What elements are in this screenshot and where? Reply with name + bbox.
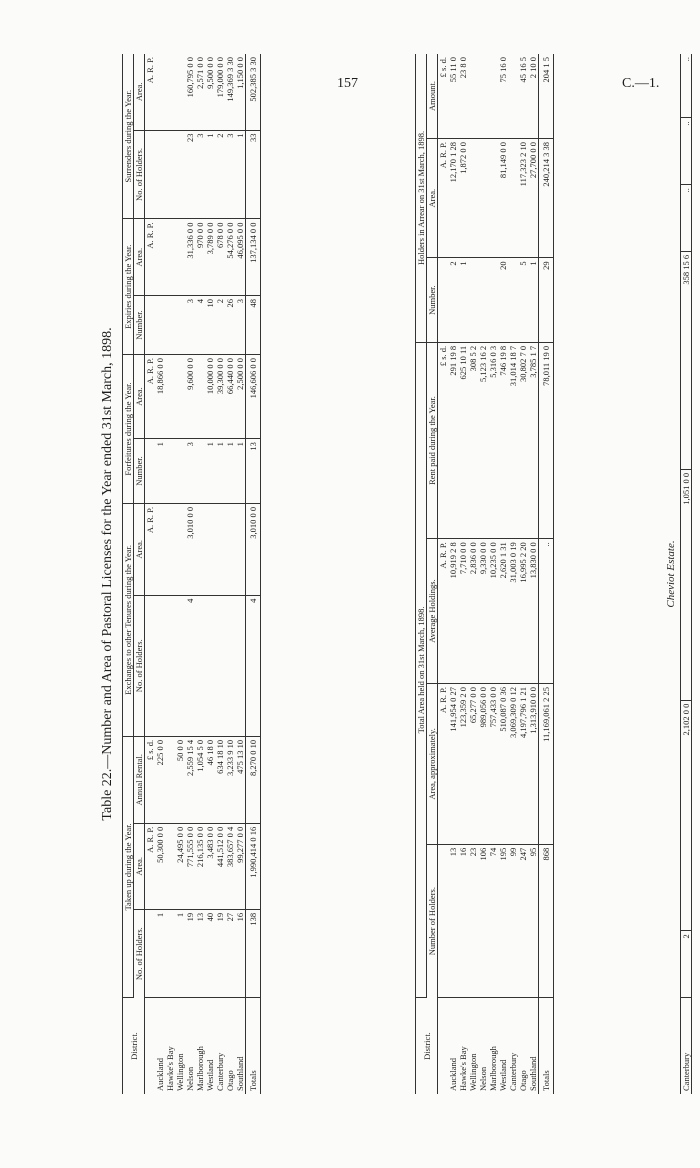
units-label: A. R. P. — [145, 355, 156, 439]
cell: 204 1 5 — [539, 54, 554, 139]
licenses-table — [122, 54, 261, 1094]
cell: 1,150 0 0 — [235, 54, 246, 130]
table-title: Table 22.—Number and Area of Pastoral Licenses for the Year ended 31st March, 1898. — [100, 327, 115, 821]
cell: 195 — [498, 844, 508, 997]
cell: 2 10 0 — [528, 54, 539, 139]
cell: 11,169,061 2 25 — [539, 683, 554, 844]
cell: 12,170 1 28 — [448, 139, 458, 258]
district-cell: Southland — [528, 1056, 538, 1091]
cell — [165, 595, 175, 736]
cell: 678 0 0 — [215, 219, 225, 296]
cell: 771,555 0 0 — [185, 823, 195, 909]
cell: 1 — [225, 439, 235, 504]
holdings-table — [415, 54, 554, 1094]
cheviot-table — [680, 54, 692, 1094]
cell: 160,795 0 0 — [185, 54, 195, 130]
cell: 66,440 0 0 — [225, 355, 235, 439]
cell: 1,990,414 0 16 — [246, 823, 261, 909]
cell: 99,277 0 0 — [235, 823, 246, 909]
cell — [195, 503, 205, 595]
cell: 3,010 0 0 — [185, 503, 195, 595]
cell: 4 — [195, 296, 205, 355]
cell: 9,600 0 0 — [185, 355, 195, 439]
col-total-area: Total Area held on 31st March, 1898. — [416, 342, 427, 997]
cell: 50,300 0 0 — [155, 823, 165, 909]
district-cell: Marlborough — [195, 1046, 205, 1091]
cell: 4,197,796 1 21 — [518, 683, 528, 844]
district-cell: Nelson — [478, 1066, 488, 1091]
cell: 9,330 0 0 — [478, 539, 488, 684]
col-forfeitures: Forfeitures during the Year. — [123, 355, 134, 504]
table-row — [508, 54, 518, 1094]
cell: 1 — [205, 439, 215, 504]
cell: 137,134 0 0 — [246, 219, 261, 296]
cell: 16 — [458, 844, 468, 997]
cell: 5,123 16 2 — [478, 342, 488, 538]
col-expiries: Expiries during the Year. — [123, 219, 134, 355]
cell — [468, 139, 478, 258]
col-arrear-area: Area. — [427, 139, 438, 258]
cell: 29 — [539, 258, 554, 342]
table-row — [498, 54, 508, 1094]
district-cell: Westland — [205, 1059, 215, 1091]
cell — [175, 439, 185, 504]
table-row — [478, 54, 488, 1094]
col-taken-holders: No. of Holders. — [134, 909, 145, 997]
col-rent-paid: Rent paid during the Year. — [427, 342, 438, 538]
col-exp-number: Number. — [134, 296, 145, 355]
table-row — [458, 54, 468, 1094]
cell: 75 16 0 — [498, 54, 508, 139]
col-district: District. — [416, 998, 438, 1095]
cell: 1 — [155, 909, 165, 997]
cell: 2 — [681, 931, 692, 998]
cell: 40 — [205, 909, 215, 997]
cell: 1 — [155, 439, 165, 504]
cell: 9,500 0 0 — [205, 54, 215, 130]
cell: 989,056 0 0 — [478, 683, 488, 844]
page-reference: C.—1. — [622, 76, 660, 91]
table-row — [235, 54, 246, 1094]
cell — [488, 139, 498, 258]
col-holders: Number of Holders. — [427, 844, 438, 997]
cell: 10,000 0 0 — [205, 355, 215, 439]
cell — [508, 258, 518, 342]
cell: 45 16 5 — [518, 54, 528, 139]
cell: 95 — [528, 844, 539, 997]
cell: Canterbury — [681, 1052, 691, 1091]
cell: 8,270 0 10 — [246, 736, 261, 823]
cell: 2,620 1 31 — [498, 539, 508, 684]
cell: 13 — [195, 909, 205, 997]
cell: 33 — [246, 130, 261, 219]
table1-totals-row — [246, 54, 261, 1094]
cell: 2,559 15 4 — [185, 736, 195, 823]
cell: 625 10 11 — [458, 342, 468, 538]
district-cell: Otago — [518, 1070, 528, 1091]
district-cell: Wellington — [175, 1053, 185, 1091]
col-avg-holdings: Average Holdings. — [427, 539, 438, 684]
units-label: A. R. P. — [145, 219, 156, 296]
cell: .. — [681, 118, 692, 185]
cell — [488, 54, 498, 139]
cell — [508, 54, 518, 139]
cell: 240,214 3 38 — [539, 139, 554, 258]
table-row — [215, 54, 225, 1094]
cell: 3,785 1 7 — [528, 342, 539, 538]
cell: 291 19 8 — [448, 342, 458, 538]
cell: 16 — [235, 909, 246, 997]
cell — [478, 258, 488, 342]
cell: 757,433 0 0 — [488, 683, 498, 844]
col-exch-area: Area. — [134, 503, 145, 595]
col-arrear: Holders in Arrear on 31st March, 1898. — [416, 54, 427, 342]
units-label: A. R. P. — [145, 54, 156, 130]
units-label: A. R. P. — [145, 823, 156, 909]
cell: 65,277 0 0 — [468, 683, 478, 844]
cell — [508, 139, 518, 258]
rotated-table-page — [100, 54, 700, 1094]
col-taken-up: Taken up during the Year. — [123, 736, 134, 997]
cell: 1 — [175, 909, 185, 997]
col-surr-holders: No. of Holders. — [134, 130, 145, 219]
cell — [155, 54, 165, 130]
cell: 868 — [539, 844, 554, 997]
cell — [478, 54, 488, 139]
cell: 475 13 10 — [235, 736, 246, 823]
table-row — [528, 54, 539, 1094]
units-label: £ s. d. — [145, 736, 156, 823]
cell: 510,087 0 36 — [498, 683, 508, 844]
cell: 27 — [225, 909, 235, 997]
cell — [195, 439, 205, 504]
cell: 74 — [488, 844, 498, 997]
cell — [175, 595, 185, 736]
col-taken-rent: Annual Rental. — [134, 736, 145, 823]
col-exchanges: Exchanges to other Tenures during the Year. — [123, 503, 134, 736]
district-cell: Auckland — [155, 1057, 165, 1091]
district-cell: Nelson — [185, 1066, 195, 1091]
district-cell: Canterbury — [215, 1052, 225, 1091]
cell: 149,369 3 30 — [225, 54, 235, 130]
cell — [175, 219, 185, 296]
cell: 2 — [215, 130, 225, 219]
cell — [175, 54, 185, 130]
cell: 31,336 0 0 — [185, 219, 195, 296]
cell — [155, 503, 165, 595]
cell — [215, 595, 225, 736]
cell: 3 — [195, 130, 205, 219]
cell: 247 — [518, 844, 528, 997]
cell — [195, 595, 205, 736]
cell: 358 15 6 — [681, 251, 692, 469]
cell: 48 — [246, 296, 261, 355]
cell — [165, 909, 175, 997]
col-arrear-number: Number. — [427, 258, 438, 342]
cell: 3,010 0 0 — [246, 503, 261, 595]
cell: 117,323 2 10 — [518, 139, 528, 258]
cell: 31,003 0 19 — [508, 539, 518, 684]
cell: 55 11 0 — [448, 54, 458, 139]
cell — [155, 219, 165, 296]
cell: 50 0 0 — [175, 736, 185, 823]
cell — [478, 139, 488, 258]
cell: 746 19 8 — [498, 342, 508, 538]
col-area-approx: Area, approximately. — [427, 683, 438, 844]
cell: 141,954 0 27 — [448, 683, 458, 844]
cell: 1,872 0 0 — [458, 139, 468, 258]
table-row — [225, 54, 235, 1094]
cell: 78,011 19 0 — [539, 342, 554, 538]
cell: 3 — [185, 439, 195, 504]
cell: 23 — [468, 844, 478, 997]
cell: 2,500 0 0 — [235, 355, 246, 439]
cell: 46,095 0 0 — [235, 219, 246, 296]
cell: 20 — [498, 258, 508, 342]
cell: 23 — [185, 130, 195, 219]
col-exp-area: Area. — [134, 219, 145, 296]
cell: 19 — [215, 909, 225, 997]
cell: 10,919 2 8 — [448, 539, 458, 684]
cell: 3,069,309 0 12 — [508, 683, 518, 844]
district-cell: Hawke's Bay — [165, 1046, 175, 1091]
cell: 5,316 0 3 — [488, 342, 498, 538]
cell — [155, 296, 165, 355]
cell: .. — [681, 185, 692, 252]
cell: 1 — [235, 439, 246, 504]
units-label: A. R. P. — [438, 139, 449, 258]
cell: 225 0 0 — [155, 736, 165, 823]
page-number: 157 — [337, 76, 358, 91]
col-arrear-amount: Amount. — [427, 54, 438, 139]
table-row — [185, 54, 195, 1094]
cell — [488, 258, 498, 342]
cell: 24,495 0 0 — [175, 823, 185, 909]
cell: 1,313,910 0 0 — [528, 683, 539, 844]
district-cell: Hawke's Bay — [458, 1046, 468, 1091]
cell: 5 — [518, 258, 528, 342]
cell: 123,359 2 0 — [458, 683, 468, 844]
table-row — [155, 54, 165, 1094]
col-forf-number: Number. — [134, 439, 145, 504]
table1-body — [155, 54, 246, 1094]
cell: 1 — [528, 258, 539, 342]
units-label: A. R. P. — [438, 539, 449, 684]
cell — [235, 503, 246, 595]
cell: 1 — [458, 258, 468, 342]
cell — [175, 296, 185, 355]
cell — [175, 355, 185, 439]
cell: 46 18 0 — [205, 736, 215, 823]
cell: 19 — [185, 909, 195, 997]
table-row — [195, 54, 205, 1094]
cell: 3,483 0 0 — [205, 823, 215, 909]
col-surr-area: Area. — [134, 54, 145, 130]
cell — [175, 130, 185, 219]
cell: 970 0 0 — [195, 219, 205, 296]
cell: 2 — [215, 296, 225, 355]
cell: 3,789 0 0 — [205, 219, 215, 296]
cell: 2,836 0 0 — [468, 539, 478, 684]
table-row — [175, 54, 185, 1094]
cell: 3 — [225, 130, 235, 219]
cell — [175, 503, 185, 595]
cell: 308 5 2 — [468, 342, 478, 538]
units-label: A. R. P. — [438, 683, 449, 844]
cell: 216,135 0 0 — [195, 823, 205, 909]
table2-totals-row — [539, 54, 554, 1094]
col-taken-area: Area. — [134, 823, 145, 909]
cell: 99 — [508, 844, 518, 997]
cell: 26 — [225, 296, 235, 355]
cell: 502,385 3 30 — [246, 54, 261, 130]
totals-label: Totals — [539, 998, 554, 1095]
cell: 1 — [215, 439, 225, 504]
cell: 3 — [185, 296, 195, 355]
cell: 179,000 0 0 — [215, 54, 225, 130]
cell: 383,657 0 4 — [225, 823, 235, 909]
cell: 106 — [478, 844, 488, 997]
cell — [165, 54, 175, 130]
cell: 4 — [185, 595, 195, 736]
district-cell: Westland — [498, 1059, 508, 1091]
cell — [165, 736, 175, 823]
cell: 3 — [235, 296, 246, 355]
cell: 2,571 0 0 — [195, 54, 205, 130]
table-row — [468, 54, 478, 1094]
cell: 23 8 0 — [458, 54, 468, 139]
table-row — [518, 54, 528, 1094]
district-cell: Auckland — [448, 1057, 458, 1091]
cell: 441,512 0 0 — [215, 823, 225, 909]
cell: 1,054 5 0 — [195, 736, 205, 823]
col-district: District. — [123, 998, 145, 1095]
district-cell: Southland — [235, 1056, 245, 1091]
cell: 1 — [235, 130, 246, 219]
cell: 2,102 0 0 — [681, 700, 692, 931]
cell — [195, 355, 205, 439]
cell: 1,051 0 0 — [681, 469, 692, 700]
district-cell: Canterbury — [508, 1052, 518, 1091]
cell: 10 — [205, 296, 215, 355]
cell: 634 18 10 — [215, 736, 225, 823]
cell: 30,802 7 0 — [518, 342, 528, 538]
cell: 7,710 0 0 — [458, 539, 468, 684]
table-row — [165, 54, 175, 1094]
units-label: £ s. d. — [438, 342, 449, 538]
cell: 13 — [448, 844, 458, 997]
cell — [215, 503, 225, 595]
cell — [165, 823, 175, 909]
col-exch-holders: No. of Holders. — [134, 595, 145, 736]
cell: 81,149 0 0 — [498, 139, 508, 258]
table-row — [205, 54, 215, 1094]
cheviot-estate-heading: Cheviot Estate. — [665, 540, 677, 608]
district-cell: Wellington — [468, 1053, 478, 1091]
totals-label: Totals — [246, 998, 261, 1095]
cell: 1 — [205, 130, 215, 219]
cell: 4 — [246, 595, 261, 736]
cell — [165, 219, 175, 296]
units-label: A. R. P. — [145, 503, 156, 595]
cell: 146,606 0 0 — [246, 355, 261, 439]
cell: 18,866 0 0 — [155, 355, 165, 439]
cell: 10,235 0 0 — [488, 539, 498, 684]
cell — [468, 258, 478, 342]
cell — [165, 296, 175, 355]
cell: 13 — [246, 439, 261, 504]
units-label: £ s. d. — [438, 54, 449, 139]
cell: .. — [681, 54, 692, 118]
cell: 54,276 0 0 — [225, 219, 235, 296]
cell — [205, 503, 215, 595]
table-row — [448, 54, 458, 1094]
cell — [155, 130, 165, 219]
cell: 3,233 9 10 — [225, 736, 235, 823]
cell: 2 — [448, 258, 458, 342]
cell — [205, 595, 215, 736]
table2-body — [448, 54, 539, 1094]
district-cell: Otago — [225, 1070, 235, 1091]
cell — [165, 439, 175, 504]
cell — [165, 130, 175, 219]
cell — [165, 503, 175, 595]
cell: 13,830 0 0 — [528, 539, 539, 684]
district-cell: Marlborough — [488, 1046, 498, 1091]
cell: 16,995 2 20 — [518, 539, 528, 684]
cell — [225, 595, 235, 736]
cell — [165, 355, 175, 439]
cell — [235, 595, 246, 736]
cell: 27,700 0 0 — [528, 139, 539, 258]
cell: 31,014 18 7 — [508, 342, 518, 538]
cell: .. — [539, 539, 554, 684]
cell — [468, 54, 478, 139]
table-row — [488, 54, 498, 1094]
col-forf-area: Area. — [134, 355, 145, 439]
cell: 39,300 0 0 — [215, 355, 225, 439]
cell: 138 — [246, 909, 261, 997]
table-row — [681, 54, 692, 1094]
cell — [155, 595, 165, 736]
col-surrenders: Surrenders during the Year. — [123, 54, 134, 219]
cell — [225, 503, 235, 595]
